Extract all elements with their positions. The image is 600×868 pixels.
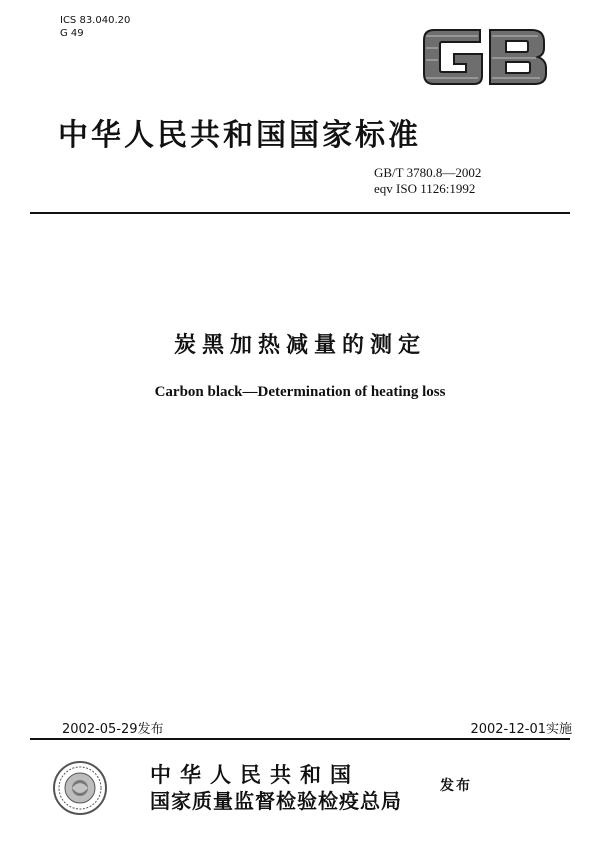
ics-code: ICS 83.040.20 bbox=[60, 15, 131, 26]
standard-number: GB/T 3780.8—2002 bbox=[374, 165, 482, 180]
footer-divider bbox=[30, 738, 570, 740]
standard-numbers bbox=[374, 165, 574, 197]
ccs-code: G 49 bbox=[60, 28, 84, 39]
header-divider bbox=[30, 212, 570, 214]
org-title: 中华人民共和国国家标准 bbox=[58, 119, 421, 152]
implementation-date: 2002-12-01实施 bbox=[470, 722, 572, 737]
issue-date: 2002-05-29发布 bbox=[62, 722, 164, 737]
issuer-line-1: 中华人民共和国 bbox=[150, 763, 360, 787]
classification-codes bbox=[60, 14, 130, 40]
equivalent-standard: eqv ISO 1126:1992 bbox=[374, 181, 476, 196]
publish-label: 发布 bbox=[440, 779, 472, 794]
official-seal-icon bbox=[52, 760, 108, 816]
title-chinese: 炭黑加热减量的测定 bbox=[173, 332, 426, 357]
title-english: Carbon black—Determination of heating loss bbox=[154, 384, 446, 400]
gb-logo bbox=[420, 22, 550, 92]
issuer-line-2: 国家质量监督检验检疫总局 bbox=[150, 791, 402, 813]
